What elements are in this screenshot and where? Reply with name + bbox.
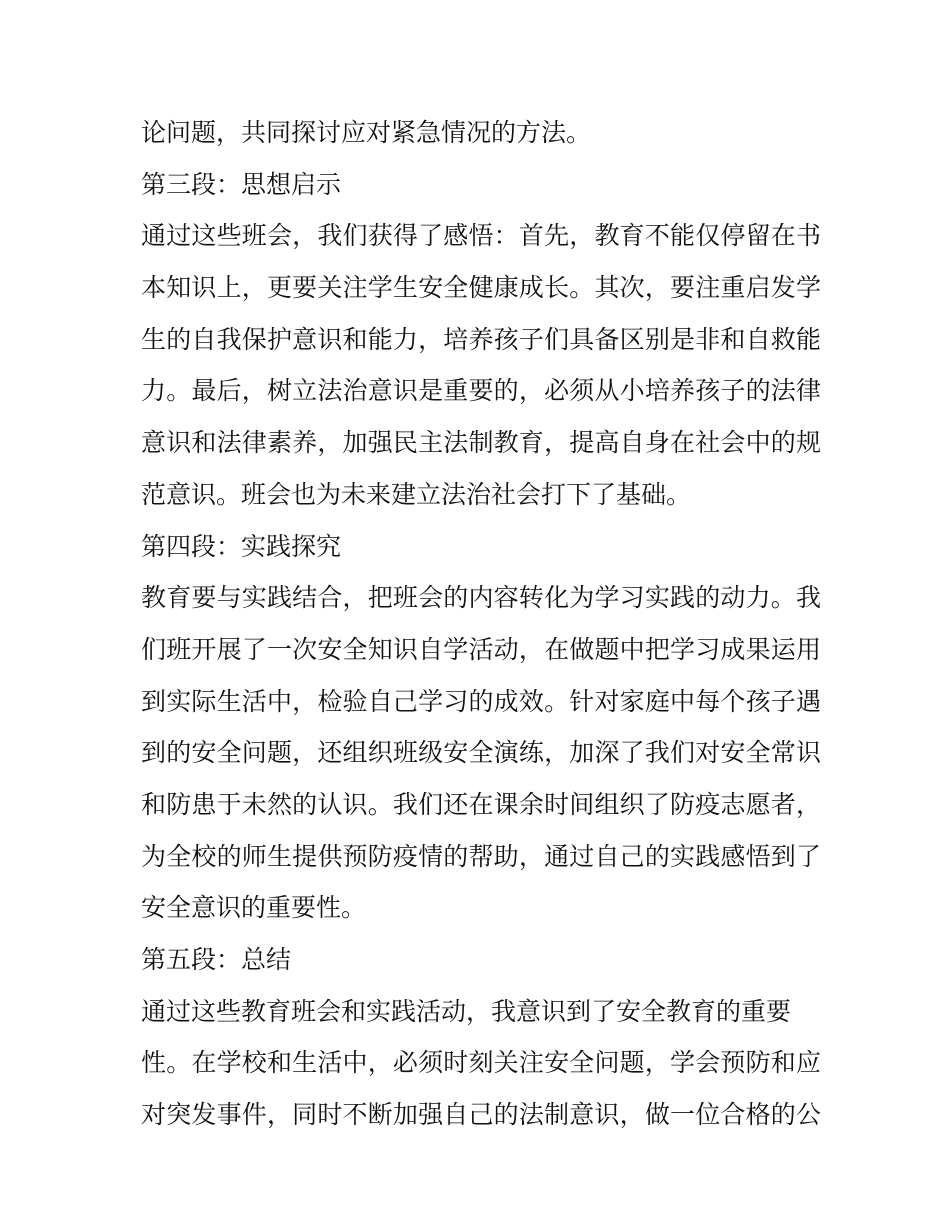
paragraph-line: 安全意识的重要性。 [141,893,367,923]
section-heading: 第四段：实践探究 [141,531,342,561]
text-column [141,107,821,1141]
paragraph-line: 对突发事件，同时不断加强自己的法制意识，做一位合格的公 [141,1100,821,1130]
paragraph-line: 为全校的师生提供预防疫情的帮助，通过自己的实践感悟到了 [141,841,821,871]
paragraph-line: 到的安全问题，还组织班级安全演练，加深了我们对安全常识 [141,738,821,768]
paragraph-line: 力。最后，树立法治意识是重要的，必须从小培养孩子的法律 [141,376,821,406]
paragraph-line: 们班开展了一次安全知识自学活动，在做题中把学习成果运用 [141,634,821,664]
paragraph-line: 论问题，共同探讨应对紧急情况的方法。 [141,118,592,147]
paragraph-line: 到实际生活中，检验自己学习的成效。针对家庭中每个孩子遇 [141,686,821,716]
paragraph-line: 意识和法律素养，加强民主法制教育，提高自身在社会中的规 [141,428,821,458]
paragraph-line: 和防患于未然的认识。我们还在课余时间组织了防疫志愿者， [141,789,821,819]
paragraph-line: 教育要与实践结合，把班会的内容转化为学习实践的动力。我 [141,583,821,613]
section-heading: 第三段：思想启示 [141,169,342,199]
paragraph-line: 通过这些班会，我们获得了感悟：首先，教育不能仅停留在书 [141,221,821,251]
section-heading: 第五段：总结 [141,945,292,974]
paragraph-line: 生的自我保护意识和能力，培养孩子们具备区别是非和自救能 [141,324,821,354]
paragraph-line: 本知识上，更要关注学生安全健康成长。其次，要注重启发学 [141,273,821,303]
paragraph-line: 性。在学校和生活中，必须时刻关注安全问题，学会预防和应 [141,1048,821,1078]
paragraph-line: 范意识。班会也为未来建立法治社会打下了基础。 [141,479,692,509]
paragraph-line: 通过这些教育班会和实践活动，我意识到了安全教育的重要 [141,996,792,1026]
